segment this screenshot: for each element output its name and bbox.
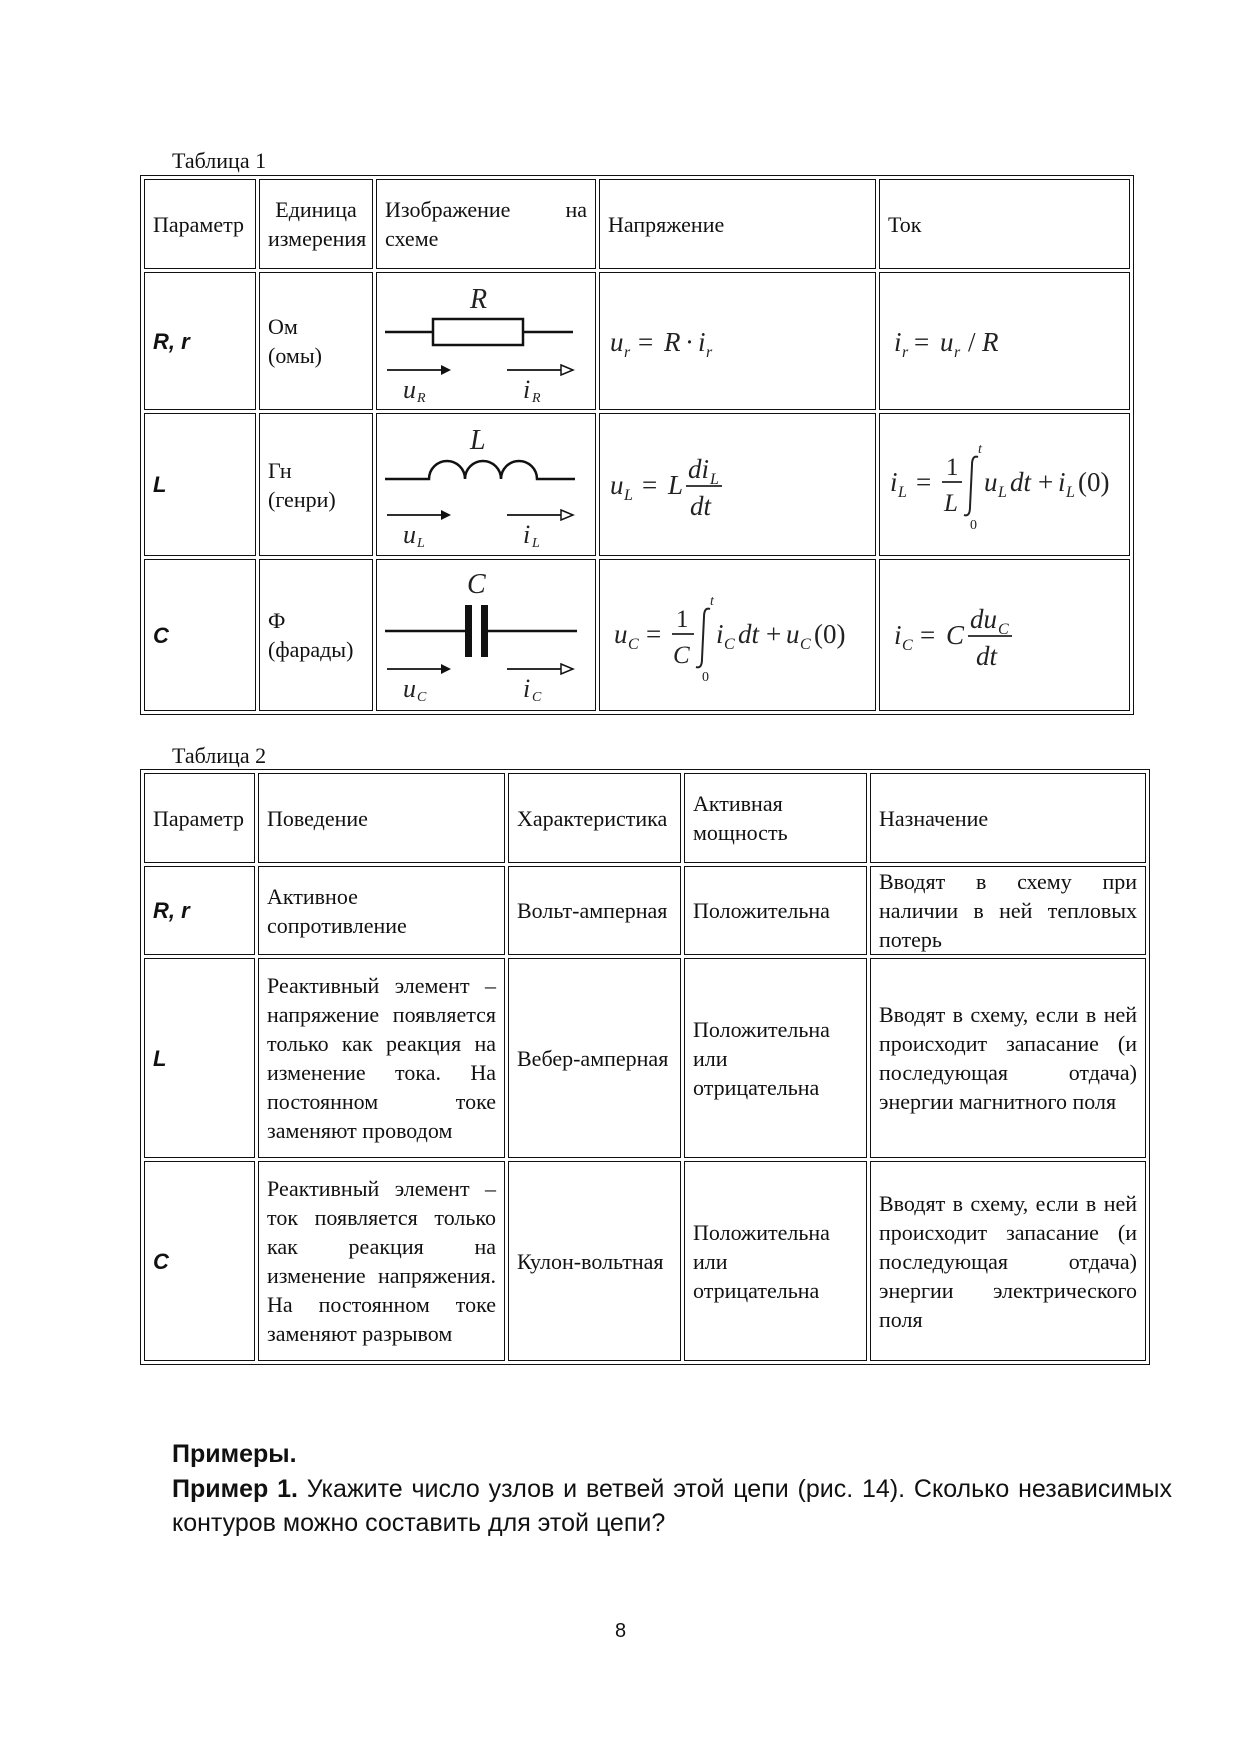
voltage-arrowhead-c (441, 664, 451, 674)
svg-text:=: = (916, 466, 932, 497)
t1-unit-c-line2: (фарады) (268, 637, 354, 662)
svg-text:dt: dt (690, 490, 712, 521)
svg-text:L: L (998, 483, 1007, 501)
example1-label: Пример 1. (172, 1475, 298, 1503)
t2-behavior-c: Реактивный элемент – ток появляется только как реакция на изменение напряжения. На постоянном токе заменяют разрывом (258, 1161, 505, 1361)
svg-text:i: i (716, 619, 724, 649)
t1-schematic-c (376, 559, 596, 711)
svg-text:t: t (978, 441, 982, 457)
svg-text:+: + (1038, 466, 1054, 497)
t1-voltage-l (599, 413, 876, 556)
voltage-arrowhead-r (441, 365, 451, 375)
t1-unit-r-line2: (омы) (268, 343, 322, 368)
t1-schematic-l (376, 413, 596, 556)
capacitor-symbol-label: C (467, 569, 486, 600)
current-sub-l: L (532, 536, 540, 551)
capacitor-plate-left (465, 605, 472, 657)
svg-text:dt: dt (738, 619, 760, 649)
page-number: 8 (614, 1620, 627, 1642)
t1-header-unit (259, 179, 373, 269)
svg-text:=: = (642, 469, 658, 500)
svg-text:r: r (624, 344, 631, 361)
t1-header-param: Параметр (144, 179, 256, 269)
svg-text:1: 1 (946, 453, 959, 481)
voltage-sub-l: L (417, 536, 425, 551)
svg-text:+: + (766, 619, 782, 649)
svg-text:L: L (898, 483, 907, 501)
table2-row-l (144, 958, 1146, 1158)
svg-text:u: u (940, 327, 954, 357)
inductor-symbol-label: L (470, 425, 486, 456)
svg-text:=: = (646, 619, 662, 649)
formula-voltage-l (610, 440, 860, 530)
t1-header-unit-text: Единица измерения (268, 197, 367, 251)
t1-unit-r (259, 272, 373, 410)
t2-behavior-r: Активное сопротивление (258, 866, 505, 955)
t2-header-behavior: Поведение (258, 773, 505, 863)
t1-unit-r-line1: Ом (268, 314, 298, 339)
t1-param-r: R, r (144, 272, 256, 410)
svg-text:C: C (724, 636, 735, 653)
table2-header-row (144, 773, 1146, 863)
t1-header-voltage: Напряжение (599, 179, 876, 269)
svg-text:L: L (668, 469, 684, 500)
svg-text:0: 0 (970, 517, 977, 533)
svg-text:dt: dt (976, 641, 998, 671)
t1-param-c: C (144, 559, 256, 711)
table1 (140, 175, 1134, 715)
t2-header-power: Активная мощность (684, 773, 867, 863)
svg-text:L: L (1066, 483, 1075, 501)
t1-unit-c-line1: Ф (268, 608, 286, 633)
t1-current-c (879, 559, 1130, 711)
current-label-c: i (523, 674, 531, 703)
svg-text:t: t (710, 594, 714, 609)
svg-text:(0): (0) (1078, 466, 1110, 497)
svg-text:u: u (786, 619, 800, 649)
capacitor-plate-right (481, 605, 488, 657)
current-arrowhead-r (561, 365, 573, 375)
svg-text:i: i (698, 327, 706, 357)
svg-text:1: 1 (676, 606, 689, 633)
t2-power-c: Положительна или отрицательна (684, 1161, 867, 1361)
svg-text:=: = (638, 327, 654, 357)
svg-text:i: i (894, 620, 902, 650)
example1-paragraph (172, 1472, 1172, 1540)
t2-characteristic-l: Вебер-амперная (508, 958, 681, 1158)
svg-text:i: i (890, 466, 898, 497)
svg-text:r: r (954, 344, 961, 361)
t2-behavior-l: Реактивный элемент – напряжение появляется только как реакция на изменение тока. На постоянном токе заменяют проводом (258, 958, 505, 1158)
svg-text:r: r (706, 344, 713, 361)
table1-row-r (144, 272, 1130, 410)
t2-header-param: Параметр (144, 773, 255, 863)
current-sub-r: R (532, 391, 541, 406)
t2-power-l: Положительна или отрицательна (684, 958, 867, 1158)
table1-caption: Таблица 1 (172, 148, 267, 173)
svg-text:u: u (984, 466, 998, 497)
formula-voltage-c (604, 585, 872, 685)
table1-row-c (144, 559, 1130, 711)
inductor-schematic (377, 415, 591, 554)
svg-text:u: u (610, 327, 624, 357)
svg-text:u: u (614, 619, 628, 649)
t2-param-l: L (144, 958, 255, 1158)
svg-text:L: L (710, 470, 719, 488)
svg-text:C: C (902, 637, 913, 654)
t2-header-purpose: Назначение (870, 773, 1146, 863)
t1-param-l: L (144, 413, 256, 556)
table1-row-l (144, 413, 1130, 556)
formula-voltage-r (610, 311, 860, 371)
t1-schematic-r (376, 272, 596, 410)
current-sub-c: C (532, 690, 542, 705)
svg-text:u: u (610, 469, 624, 500)
capacitor-schematic (377, 561, 591, 709)
svg-text:r: r (902, 344, 909, 361)
voltage-sub-r: R (417, 391, 426, 406)
t1-unit-l-line1: Гн (268, 457, 292, 483)
svg-text:=: = (914, 327, 930, 357)
svg-text:i: i (1058, 466, 1066, 497)
svg-text:L: L (624, 486, 633, 504)
voltage-sub-c: C (417, 690, 427, 705)
t2-characteristic-c: Кулон-вольтная (508, 1161, 681, 1361)
voltage-label-l: u (403, 520, 416, 549)
t2-param-r: R, r (144, 866, 255, 955)
svg-text:C: C (946, 620, 965, 650)
voltage-label-r: u (403, 375, 416, 404)
voltage-label-c: u (403, 674, 416, 703)
voltage-arrowhead-l (441, 510, 451, 520)
svg-text:·: · (685, 327, 694, 357)
svg-text:du: du (970, 604, 997, 634)
t2-param-c: C (144, 1161, 255, 1361)
svg-text:R: R (664, 327, 681, 357)
resistor-symbol-label: R (470, 284, 488, 315)
svg-text:C: C (673, 642, 690, 669)
table2 (140, 769, 1150, 1365)
resistor-schematic (377, 274, 591, 408)
t2-characteristic-r: Вольт-амперная (508, 866, 681, 955)
t1-current-l (879, 413, 1130, 556)
table2-caption: Таблица 2 (172, 743, 267, 768)
resistor-body (433, 319, 523, 345)
table2-row-r (144, 866, 1146, 955)
svg-text:C: C (628, 636, 639, 653)
t1-voltage-c (599, 559, 876, 711)
svg-text:0: 0 (702, 670, 709, 685)
svg-text:R: R (982, 327, 999, 357)
current-arrowhead-l (561, 510, 573, 520)
svg-text:di: di (688, 453, 710, 484)
svg-text:C: C (800, 636, 811, 653)
formula-current-l (886, 435, 1126, 535)
t1-voltage-r (599, 272, 876, 410)
formula-current-r (890, 311, 1120, 371)
svg-text:L: L (944, 489, 958, 517)
t1-header-current: Ток (879, 179, 1130, 269)
svg-text:i: i (894, 327, 902, 357)
inductor-coil (385, 461, 575, 479)
t2-purpose-c: Вводят в схему, если в ней происходит запасание (и последующая отдача) энергии электрического поля (870, 1161, 1146, 1361)
t1-current-r (879, 272, 1130, 410)
t1-unit-c (259, 559, 373, 711)
examples-heading: Примеры. (172, 1440, 297, 1468)
example1-text: Укажите число узлов и ветвей этой цепи (рис. 14). Сколько независимых контуров можно составить для этой цепи? (172, 1475, 1172, 1537)
t1-header-image: Изображение на схеме (376, 179, 596, 269)
t2-header-characteristic: Характеристика (508, 773, 681, 863)
t2-purpose-l: Вводят в схему, если в ней происходит запасание (и последующая отдача) энергии магнитного поля (870, 958, 1146, 1158)
svg-text:C: C (998, 621, 1009, 638)
table2-row-c (144, 1161, 1146, 1361)
t2-power-r: Положительна (684, 866, 867, 955)
svg-text:/: / (968, 327, 976, 357)
current-label-r: i (523, 375, 531, 404)
t1-unit-l (259, 413, 373, 556)
formula-current-c (890, 590, 1120, 680)
svg-text:=: = (920, 620, 936, 650)
t1-unit-l-line2: (генри) (268, 486, 336, 512)
svg-text:(0): (0) (814, 619, 846, 649)
t2-purpose-r: Вводят в схему при наличии в ней тепловых потерь (870, 866, 1146, 955)
current-arrowhead-c (561, 664, 573, 674)
table1-header-row (144, 179, 1130, 269)
svg-text:dt: dt (1010, 466, 1032, 497)
current-label-l: i (523, 520, 531, 549)
